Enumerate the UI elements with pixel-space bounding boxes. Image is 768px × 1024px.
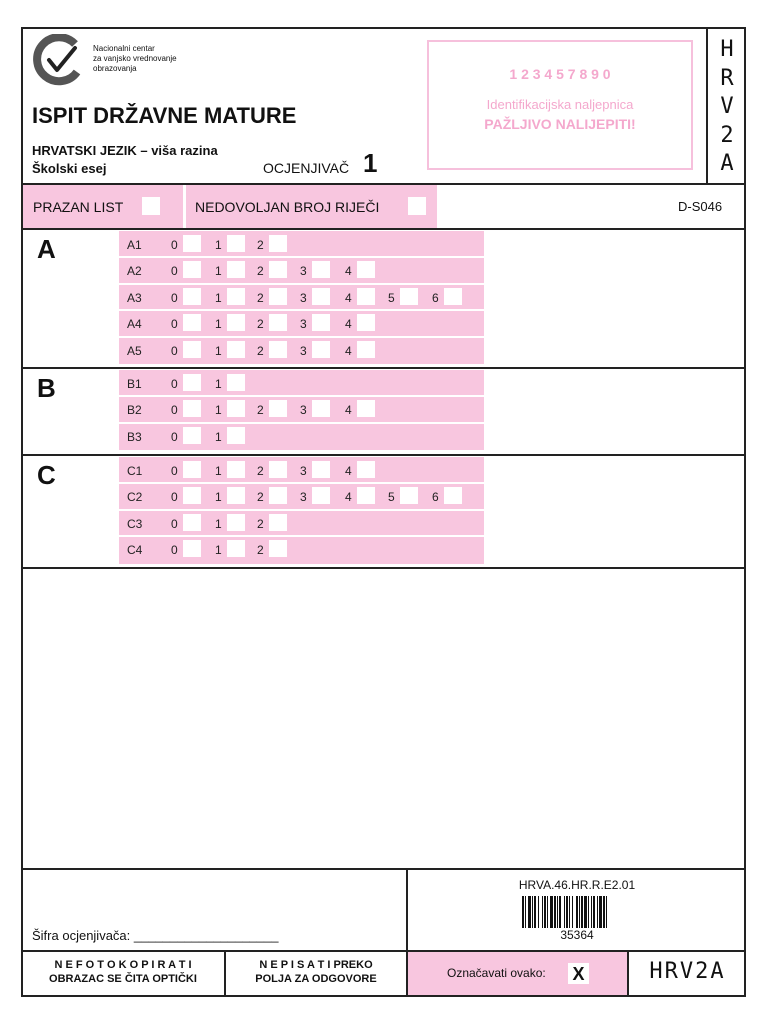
score-checkbox[interactable] xyxy=(269,461,287,478)
score-checkbox[interactable] xyxy=(227,514,245,531)
barcode-bar xyxy=(606,896,607,928)
section-letter: C xyxy=(37,460,56,490)
score-value: 0 xyxy=(171,377,178,391)
score-value: 0 xyxy=(171,290,178,305)
section-letter: A xyxy=(37,234,56,264)
score-value: 1 xyxy=(215,464,222,478)
score-checkbox[interactable] xyxy=(227,487,245,504)
row-separator xyxy=(119,309,484,311)
score-value: 3 xyxy=(300,317,307,332)
score-checkbox[interactable] xyxy=(227,461,245,478)
notice-line: N E F O T O K O P I R A T I xyxy=(54,959,192,971)
score-checkbox[interactable] xyxy=(312,288,330,305)
score-value: 0 xyxy=(171,317,178,332)
score-checkbox[interactable] xyxy=(269,261,287,278)
barcode-bar xyxy=(534,896,536,928)
code-char: V xyxy=(720,94,734,119)
score-checkbox[interactable] xyxy=(269,288,287,305)
marking-label: Označavati ovako: xyxy=(447,966,546,980)
notice-line: OBRAZAC SE ČITA OPTIČKI xyxy=(49,973,197,985)
org-name xyxy=(93,44,177,74)
empty-sheet-field xyxy=(23,185,183,228)
barcode-number: 35364 xyxy=(560,928,594,942)
score-value: 6 xyxy=(432,290,439,305)
score-value: 0 xyxy=(171,429,178,444)
score-checkbox[interactable] xyxy=(400,288,418,305)
divider xyxy=(21,367,746,369)
score-checkbox[interactable] xyxy=(269,341,287,358)
score-checkbox[interactable] xyxy=(312,314,330,331)
barcode-bar xyxy=(528,896,531,928)
score-checkbox[interactable] xyxy=(269,235,287,252)
score-checkbox[interactable] xyxy=(227,540,245,557)
score-value: 2 xyxy=(257,403,264,418)
barcode-bar xyxy=(532,896,533,928)
no-write-notice xyxy=(226,958,406,986)
score-checkbox[interactable] xyxy=(357,314,375,331)
empty-sheet-label: PRAZAN LIST xyxy=(33,199,124,215)
score-value: 3 xyxy=(300,343,307,358)
score-checkbox[interactable] xyxy=(183,400,201,417)
score-value: 1 xyxy=(215,490,222,505)
score-checkbox[interactable] xyxy=(227,374,245,391)
sticker-line2: PAŽLJIVO NALIJEPITI! xyxy=(484,116,636,132)
barcode-bar xyxy=(559,896,561,928)
criterion-label: B1 xyxy=(127,377,142,391)
barcode-bar xyxy=(581,896,583,928)
barcode-bar xyxy=(569,896,570,928)
score-checkbox[interactable] xyxy=(357,400,375,417)
row-separator xyxy=(119,535,484,537)
row-separator xyxy=(119,509,484,511)
grader-code-field[interactable]: Šifra ocjenjivača: ____________________ xyxy=(32,928,279,943)
barcode-bar xyxy=(579,896,580,928)
barcode-bar xyxy=(576,896,578,928)
notice-line: N E P I S A T I PREKO xyxy=(259,959,373,971)
score-value: 0 xyxy=(171,238,178,252)
org-line: za vanjsko vrednovanje xyxy=(93,54,177,63)
barcode-bar xyxy=(566,896,568,928)
divider xyxy=(21,567,746,569)
row-separator xyxy=(119,482,484,484)
score-checkbox[interactable] xyxy=(183,235,201,252)
sticker-area[interactable] xyxy=(427,40,693,170)
score-value: 2 xyxy=(257,464,264,478)
score-value: 3 xyxy=(300,264,307,279)
score-value: 2 xyxy=(257,317,264,332)
score-checkbox[interactable] xyxy=(183,314,201,331)
barcode-bar xyxy=(538,896,539,928)
score-value: 3 xyxy=(300,290,307,305)
row-separator xyxy=(119,336,484,338)
score-value: 2 xyxy=(257,238,264,252)
grader-number: 1 xyxy=(363,148,378,178)
ncvvo-logo-icon xyxy=(31,34,87,86)
document-code: D-S046 xyxy=(678,199,723,214)
score-checkbox[interactable] xyxy=(227,427,245,444)
score-checkbox[interactable] xyxy=(357,261,375,278)
criterion-label: A5 xyxy=(127,343,142,358)
score-value: 3 xyxy=(300,403,307,418)
score-checkbox[interactable] xyxy=(183,427,201,444)
score-checkbox[interactable] xyxy=(183,261,201,278)
score-value: 1 xyxy=(215,403,222,418)
criterion-label: A3 xyxy=(127,290,142,305)
score-value: 1 xyxy=(215,429,222,444)
barcode-bar xyxy=(544,896,546,928)
sticker-digits: 1 2 3 4 5 7 8 9 0 xyxy=(509,66,611,82)
criterion-label: C2 xyxy=(127,490,143,505)
score-value: 0 xyxy=(171,490,178,505)
score-checkbox[interactable] xyxy=(444,288,462,305)
barcode-icon xyxy=(522,896,644,928)
score-checkbox[interactable] xyxy=(269,400,287,417)
score-value: 1 xyxy=(215,543,222,558)
marking-example-box: X xyxy=(568,963,589,984)
score-checkbox[interactable] xyxy=(183,374,201,391)
score-checkbox[interactable] xyxy=(357,487,375,504)
score-value: 1 xyxy=(215,516,222,531)
code-char: A xyxy=(720,151,734,176)
score-checkbox[interactable] xyxy=(227,314,245,331)
score-checkbox[interactable] xyxy=(312,341,330,358)
barcode-bar xyxy=(557,896,558,928)
score-value: 0 xyxy=(171,403,178,418)
score-value: 2 xyxy=(257,264,264,279)
criterion-label: B2 xyxy=(127,403,142,418)
score-value: 4 xyxy=(345,464,352,478)
score-checkbox[interactable] xyxy=(312,400,330,417)
score-checkbox[interactable] xyxy=(183,487,201,504)
divider xyxy=(21,228,746,230)
barcode-bar xyxy=(547,896,548,928)
score-checkbox[interactable] xyxy=(227,400,245,417)
insufficient-words-field xyxy=(186,185,437,228)
score-checkbox[interactable] xyxy=(312,487,330,504)
score-checkbox[interactable] xyxy=(183,288,201,305)
barcode-bar xyxy=(591,896,592,928)
score-checkbox[interactable] xyxy=(357,288,375,305)
insufficient-words-checkbox[interactable] xyxy=(408,197,426,215)
score-checkbox[interactable] xyxy=(183,540,201,557)
score-value: 1 xyxy=(215,317,222,332)
essay-label: Školski esej xyxy=(32,161,107,176)
score-checkbox[interactable] xyxy=(183,514,201,531)
score-checkbox[interactable] xyxy=(269,540,287,557)
divider xyxy=(21,454,746,456)
score-checkbox[interactable] xyxy=(357,341,375,358)
org-line: obrazovanja xyxy=(93,64,137,73)
insufficient-words-label: NEDOVOLJAN BROJ RIJEČI xyxy=(195,199,380,215)
score-value: 1 xyxy=(215,290,222,305)
criterion-label: A1 xyxy=(127,238,142,252)
code-char: H xyxy=(720,37,734,62)
marking-example xyxy=(408,952,627,995)
grader-label: OCJENJIVAČ xyxy=(263,160,350,176)
score-checkbox[interactable] xyxy=(183,341,201,358)
score-value: 2 xyxy=(257,343,264,358)
section-letter: B xyxy=(37,373,56,403)
row-separator xyxy=(119,395,484,397)
score-value: 2 xyxy=(257,543,264,558)
score-value: 4 xyxy=(345,290,352,305)
empty-sheet-checkbox[interactable] xyxy=(142,197,160,215)
row-separator xyxy=(119,422,484,424)
score-checkbox[interactable] xyxy=(357,461,375,478)
barcode-bar xyxy=(584,896,587,928)
score-checkbox[interactable] xyxy=(312,461,330,478)
barcode-bar xyxy=(554,896,556,928)
score-value: 5 xyxy=(388,290,395,305)
barcode-bar xyxy=(542,896,543,928)
barcode-bar xyxy=(588,896,589,928)
score-checkbox[interactable] xyxy=(444,487,462,504)
subject-label: HRVATSKI JEZIK – viša razina xyxy=(32,143,218,158)
row-separator xyxy=(119,256,484,258)
barcode-bar xyxy=(522,896,524,928)
criterion-label: C3 xyxy=(127,516,143,531)
score-value: 4 xyxy=(345,403,352,418)
score-value: 5 xyxy=(388,490,395,505)
score-value: 1 xyxy=(215,343,222,358)
criterion-label: C4 xyxy=(127,543,143,558)
score-checkbox[interactable] xyxy=(227,235,245,252)
barcode-bar xyxy=(603,896,605,928)
score-value: 3 xyxy=(300,464,307,478)
score-value: 4 xyxy=(345,317,352,332)
score-value: 1 xyxy=(215,377,222,391)
sticker-line1: Identifikacijska naljepnica xyxy=(486,97,634,112)
barcode-bar xyxy=(599,896,602,928)
barcode-bar xyxy=(572,896,573,928)
score-checkbox[interactable] xyxy=(269,487,287,504)
score-value: 2 xyxy=(257,490,264,505)
score-value: 4 xyxy=(345,490,352,505)
page-title: ISPIT DRŽAVNE MATURE xyxy=(32,103,297,128)
score-value: 1 xyxy=(215,238,222,252)
score-value: 6 xyxy=(432,490,439,505)
score-checkbox[interactable] xyxy=(227,261,245,278)
divider xyxy=(21,950,746,952)
score-value: 0 xyxy=(171,464,178,478)
score-value: 2 xyxy=(257,516,264,531)
score-checkbox[interactable] xyxy=(400,487,418,504)
criterion-label: B3 xyxy=(127,429,142,444)
score-checkbox[interactable] xyxy=(183,461,201,478)
score-checkbox[interactable] xyxy=(227,341,245,358)
barcode-bar xyxy=(564,896,565,928)
score-value: 1 xyxy=(215,264,222,279)
score-value: 3 xyxy=(300,490,307,505)
criterion-label: C1 xyxy=(127,464,143,478)
code-char: R xyxy=(720,65,734,91)
score-value: 0 xyxy=(171,343,178,358)
criterion-label: A4 xyxy=(127,317,142,332)
score-checkbox[interactable] xyxy=(269,514,287,531)
notice-line: POLJA ZA ODGOVORE xyxy=(255,973,377,985)
divider xyxy=(21,868,746,870)
score-value: 0 xyxy=(171,516,178,531)
form-code: HRV2A xyxy=(649,959,726,984)
barcode-bar xyxy=(597,896,598,928)
score-checkbox[interactable] xyxy=(312,261,330,278)
barcode-bar xyxy=(593,896,595,928)
score-value: 0 xyxy=(171,543,178,558)
code-char: 2 xyxy=(720,122,734,148)
score-value: 0 xyxy=(171,264,178,279)
score-value: 4 xyxy=(345,343,352,358)
org-line: Nacionalni centar xyxy=(93,44,155,53)
score-value: 4 xyxy=(345,264,352,279)
vertical-code xyxy=(708,36,746,179)
barcode-text: HRVA.46.HR.R.E2.01 xyxy=(518,878,636,892)
row-separator xyxy=(119,283,484,285)
no-copy-notice xyxy=(23,958,223,986)
score-value: 2 xyxy=(257,290,264,305)
criterion-label: A2 xyxy=(127,264,142,279)
score-checkbox[interactable] xyxy=(227,288,245,305)
score-checkbox[interactable] xyxy=(269,314,287,331)
barcode-bar xyxy=(550,896,553,928)
barcode-bar xyxy=(525,896,526,928)
